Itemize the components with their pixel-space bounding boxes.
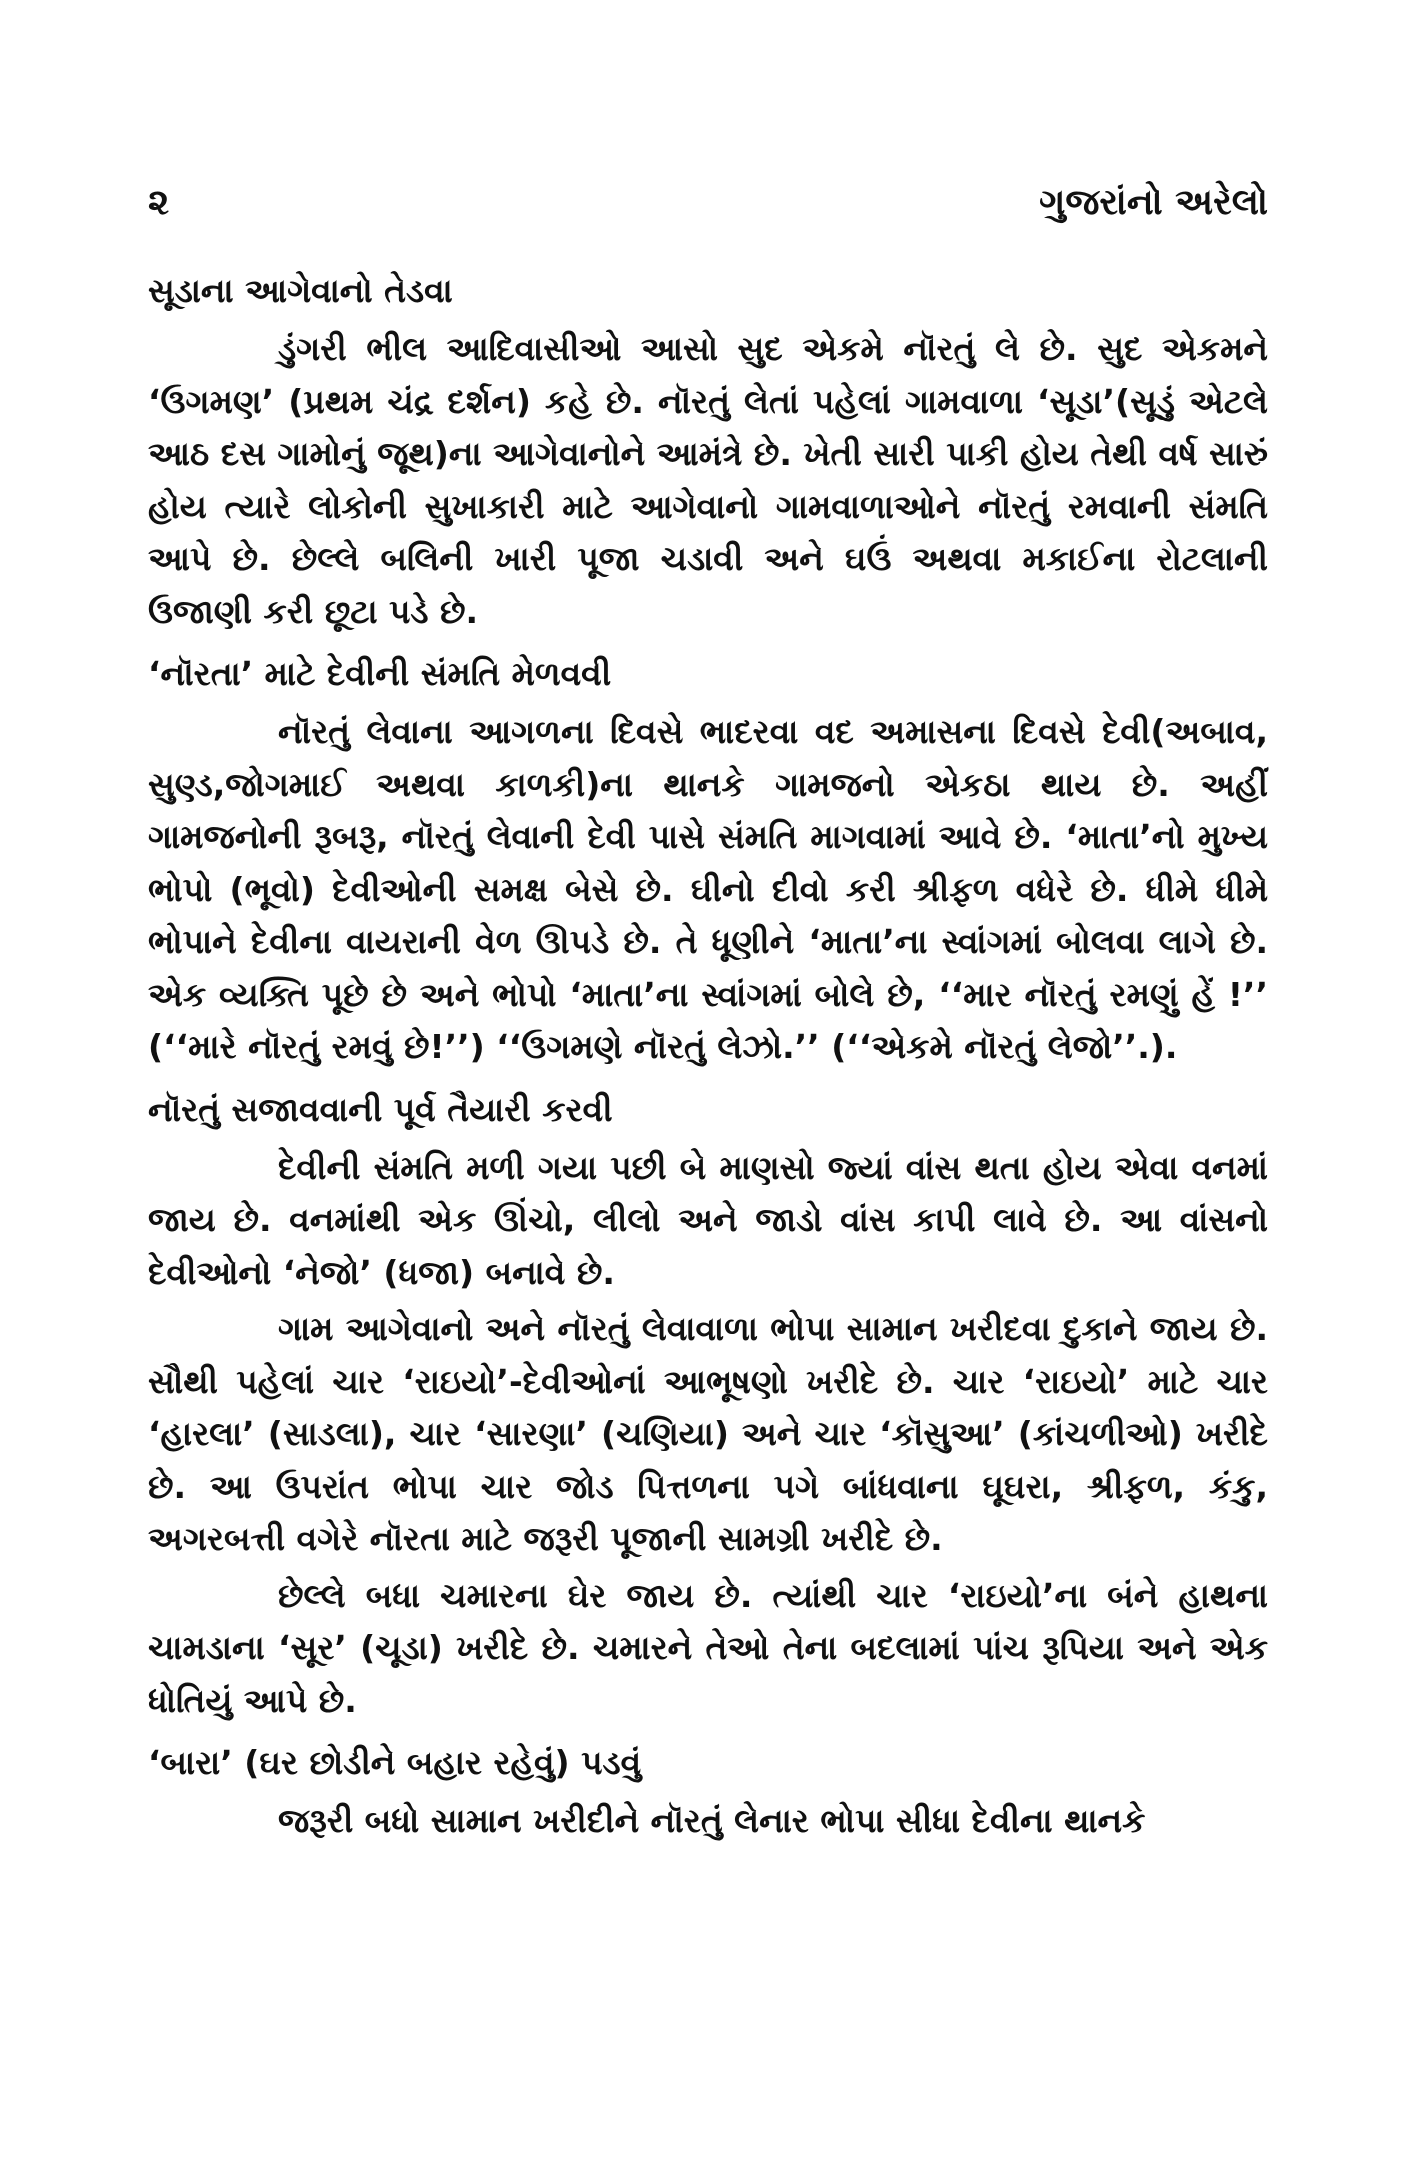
paragraph-bamboo-flag: દેવીની સંમતિ મળી ગયા પછી બે માણસો જ્યાં વાંસ થતા હોય એવા વનમાં જાય છે. વનમાંથી એક ઊંચો, લીલો અને જાડો વાંસ કાપી લાવે છે. આ વાંસનો દેવીઓનો ‘નેજો’ (ધજા) બનાવે છે.	[148, 1147, 1268, 1292]
paragraph-bara: જરૂરી બધો સામાન ખરીદીને નૉરતું લેનાર ભોપા સીધા દેવીના થાનકે	[278, 1801, 1146, 1840]
page-header	[148, 182, 1268, 242]
paragraph-cobbler: છેલ્લે બધા ચમારના ઘેર જાય છે. ત્યાંથી ચાર ‘રાઇયો’ના બંને હાથના ચામડાના ‘સૂર’ (ચૂડા) ખરીદે છે. ચમારને તેઓ તેના બદલામાં પાંચ રૂપિયા અને એક ધોતિયું આપે છે.	[148, 1575, 1268, 1720]
section-heading-goddess-consent: ‘નૉરતા’ માટે દેવીની સંમતિ મેળવવી	[148, 654, 612, 693]
paragraph-goddess-consent: નૉરતું લેવાના આગળના દિવસે ભાદરવા વદ અમાસના દિવસે દેવી(અબાવ, સુણ્ડ,જોગમાઈ અથવા કાળકી)ના થાનકે ગામજનો એકઠા થાય છે. અહીં ગામજનોની રૂબરૂ, નૉરતું લેવાની દેવી પાસે સંમતિ માગવામાં આવે છે. ‘માતા’નો મુખ્ય ભોપો (ભૂવો) દેવીઓની સમક્ષ બેસે છે. ઘીનો દીવો કરી શ્રીફળ વધેરે છે. ધીમે ધીમે ભોપાને દેવીના વાયરાની વેળ ઊપડે છે. તે ધૂણીને ‘માતા’ના સ્વાંગમાં બોલવા લાગે છે. એક વ્યક્તિ પૂછે છે અને ભોપો ‘માતા’ના સ્વાંગમાં બોલે છે, ‘‘માર નૉરતું રમણું હેં !’’ (‘‘મારે નૉરતું રમવું છે!’’) ‘‘ઉગમણે નૉરતું લેઝો.’’ (‘‘એકમે નૉરતું લેજો’’.).	[148, 712, 1268, 1066]
paragraph-shopping: ગામ આગેવાનો અને નૉરતું લેવાવાળા ભોપા સામાન ખરીદવા દુકાને જાય છે. સૌથી પહેલાં ચાર ‘રાઇયો’-દેવીઓનાં આભૂષણો ખરીદે છે. ચાર ‘રાઇયો’ માટે ચાર ‘હારલા’ (સાડલા), ચાર ‘સારણા’ (ચણિયા) અને ચાર ‘કૉસુઆ’ (કાંચળીઓ) ખરીદે છે. આ ઉપરાંત ભોપા ચાર જોડ પિત્તળના પગે બાંધવાના ઘૂઘરા, શ્રીફળ, કંકુ, અગરબત્તી વગેરે નૉરતા માટે જરૂરી પૂજાની સામગ્રી ખરીદે છે.	[148, 1309, 1268, 1558]
section-heading-bara: ‘બારા’ (ઘર છોડીને બહાર રહેવું) પડવું	[148, 1743, 642, 1782]
section-heading-sooda-leaders: સૂડાના આગેવાનો તેડવા	[148, 271, 453, 310]
running-title: ગુજરાંનો અરેલો	[1039, 182, 1268, 223]
paragraph-sooda-leaders: ડુંગરી ભીલ આદિવાસીઓ આસો સુદ એકમે નૉરતું લે છે. સુદ એકમને ‘ઉગમણ’ (પ્રથમ ચંદ્ર દર્શન) કહે છે. નૉરતું લેતાં પહેલાં ગામવાળા ‘સૂડા’(સૂડું એટલે આઠ દસ ગામોનું જૂથ)ના આગેવાનોને આમંત્રે છે. ખેતી સારી પાકી હોય તેથી વર્ષ સારું હોય ત્યારે લોકોની સુખાકારી માટે આગેવાનો ગામવાળાઓને નૉરતું રમવાની સંમતિ આપે છે. છેલ્લે બલિની ખારી પૂજા ચડાવી અને ઘઉં અથવા મકાઈના રોટલાની ઉજાણી કરી છૂટા પડે છે.	[148, 329, 1268, 631]
section-heading-preparation: નૉરતું સજાવવાની પૂર્વ તૈયારી કરવી	[148, 1089, 613, 1129]
page-body	[148, 265, 1268, 1858]
page-number: ૨	[148, 182, 170, 223]
